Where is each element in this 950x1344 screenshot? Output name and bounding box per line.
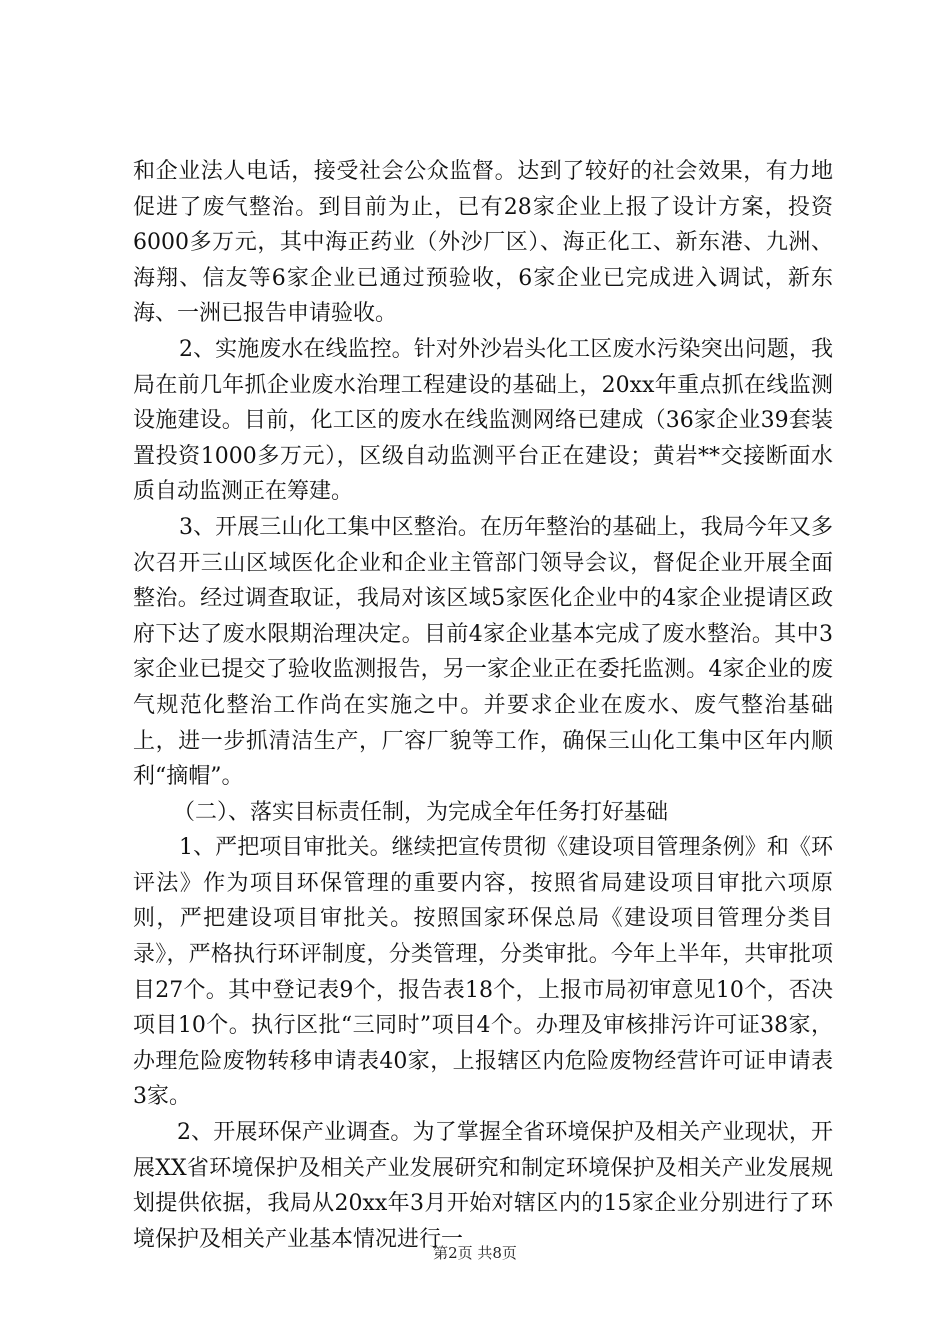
- section-heading: （二）、落实目标责任制，为完成全年任务打好基础: [173, 799, 669, 825]
- paragraph-continuation: 和企业法人电话，接受社会公众监督。达到了较好的社会效果，有力地促进了废气整治。到目前为止，已有28家企业上报了设计方案，投资6000多万元，其中海正药业（外沙厂区）、海正化工、新东港、九洲、海翔、信友等6家企业已通过预验收，6家企业已完成进入调试，新东海、一洲已报告申请验收。: [133, 159, 833, 327]
- document-body: [133, 154, 833, 1257]
- page-number: 第2页 共8页: [433, 1244, 517, 1262]
- paragraph-project-approval: 1、严把项目审批关。继续把宣传贯彻《建设项目管理条例》和《环评法》作为项目环保管理的重要内容，按照省局建设项目审批六项原则，严把建设项目审批关。按照国家环保总局《建设项目管理分类目录》，严格执行环评制度，分类管理，分类审批。今年上半年，共审批项目27个。其中登记表9个，报告表18个，上报市局初审意见10个，否决项目10个。执行区批“三同时”项目4个。办理及审核排污许可证38家，办理危险废物转移申请表40家，上报辖区内危险废物经营许可证申请表3家。: [133, 835, 833, 1110]
- paragraph-sanshan-remediation: 3、开展三山化工集中区整治。在历年整治的基础上，我局今年又多次召开三山区域医化企业和企业主管部门领导会议，督促企业开展全面整治。经过调查取证，我局对该区域5家医化企业中的4家企业提请区政府下达了废水限期治理决定。目前4家企业基本完成了废水整治。其中3家企业已提交了验收监测报告，另一家企业正在委托监测。4家企业的废气规范化整治工作尚在实施之中。并要求企业在废水、废气整治基础上，进一步抓清洁生产，厂容厂貌等工作，确保三山化工集中区年内顺利“摘帽”。: [133, 514, 833, 790]
- paragraph-industry-survey: 2、开展环保产业调查。为了掌握全省环境保护及相关产业现状，开展XX省环境保护及相关产业发展研究和制定环境保护及相关产业发展规划提供依据，我局从20xx年3月开始对辖区内的15家企业分别进行了环境保护及相关产业基本情况进行一: [133, 1120, 833, 1252]
- paragraph-wastewater-monitoring: 2、实施废水在线监控。针对外沙岩头化工区废水污染突出问题，我局在前几年抓企业废水治理工程建设的基础上，20xx年重点抓在线监测设施建设。目前，化工区的废水在线监测网络已建成（36家企业39套装置投资1000多万元），区级自动监测平台正在建设；黄岩**交接断面水质自动监测正在筹建。: [133, 336, 833, 505]
